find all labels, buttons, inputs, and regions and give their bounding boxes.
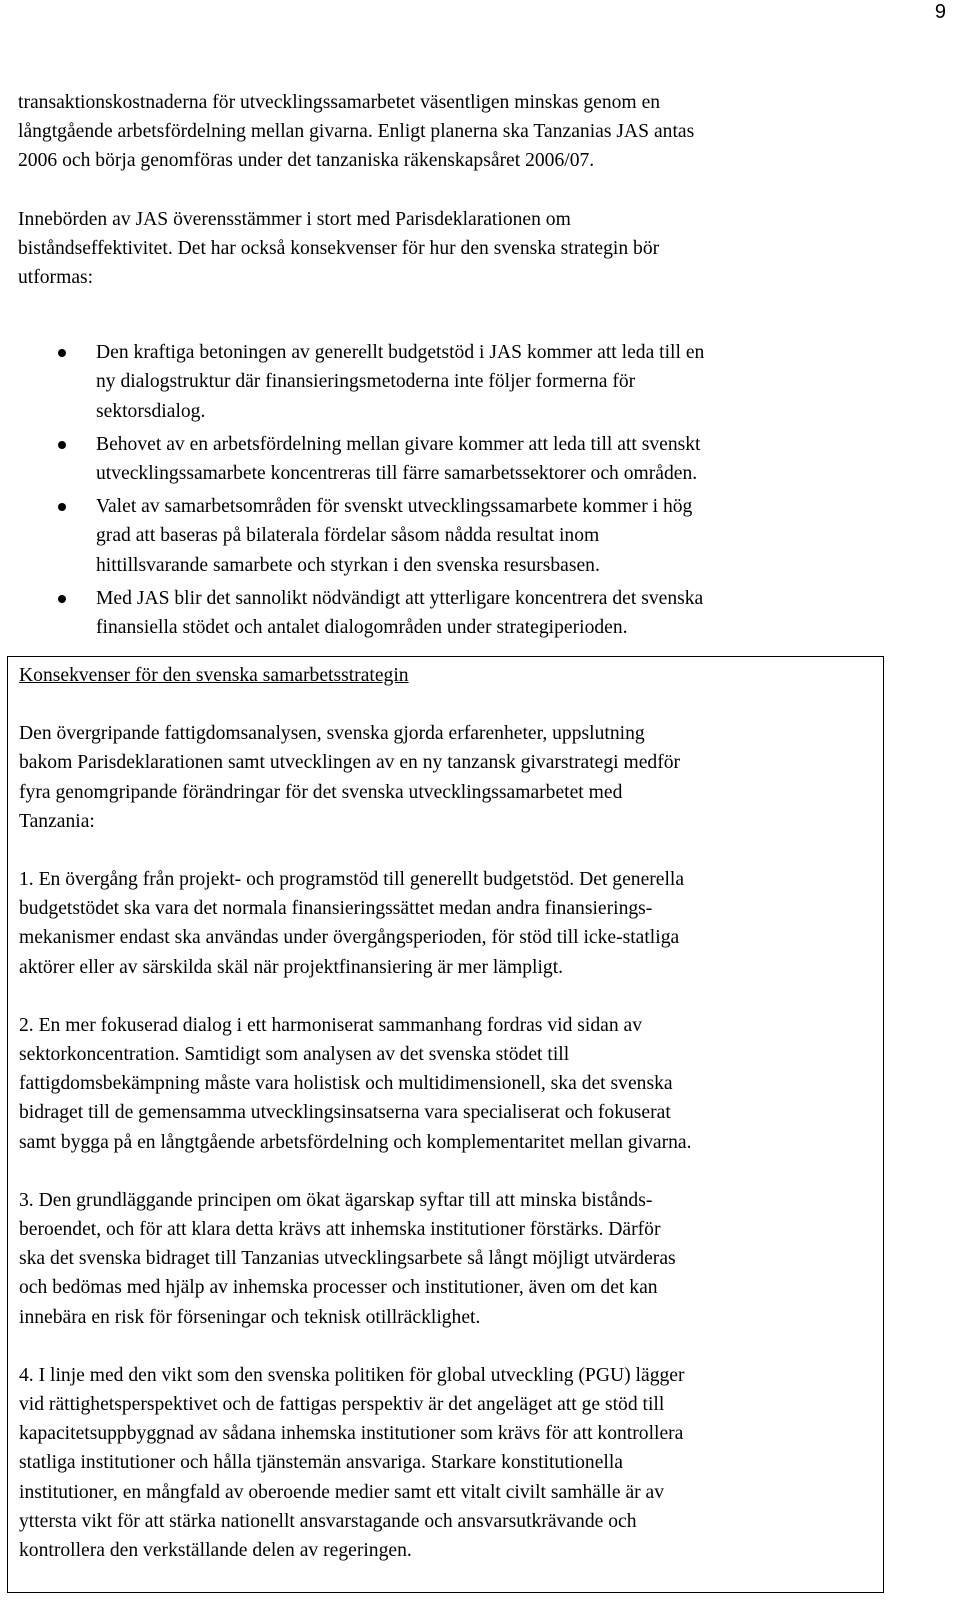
text-line: bidraget till de gemensamma utvecklingsinsatserna vara specialiserat och fokuserat — [19, 1102, 671, 1124]
text-line: 2. En mer fokuserad dialog i ett harmoniserat sammanhang fordras vid sidan av — [19, 1014, 643, 1036]
text-line: 4. I linje med den vikt som den svenska politiken för global utveckling (PGU) lägger — [19, 1364, 685, 1386]
text-line: samt bygga på en långtgående arbetsfördelning och komplementaritet mellan givarna. — [19, 1131, 692, 1153]
paragraph-1 — [18, 88, 898, 176]
text-line: yttersta vikt för att stärka nationellt ansvarstagande och ansvarsutkrävande och — [19, 1510, 637, 1532]
text-line: hittillsvarande samarbete och styrkan i den svenska resursbasen. — [96, 554, 600, 576]
bullet-icon — [58, 349, 66, 357]
text-line: Den övergripande fattigdomsanalysen, svenska gjorda erfarenheter, uppslutning — [19, 723, 645, 745]
bullet-icon — [58, 595, 66, 603]
paragraph-2 — [18, 205, 898, 293]
text-line: ny dialogstruktur där finansieringsmetoderna inte följer formerna för — [96, 371, 636, 393]
text-line: aktörer eller av särskilda skäl när projektfinansiering är mer lämpligt. — [19, 956, 564, 978]
bullet-item — [18, 492, 898, 580]
bullet-icon — [58, 503, 66, 511]
text-line: innebära en risk för förseningar och teknisk otillräcklighet. — [19, 1306, 481, 1328]
text-line: 1. En övergång från projekt- och programstöd till generellt budgetstöd. Det generella — [19, 869, 685, 891]
text-line: transaktionskostnaderna för utvecklingssamarbetet väsentligen minskas genom en — [18, 92, 661, 113]
text-line: utvecklingssamarbete koncentreras till färre samarbetssektorer och områden. — [96, 463, 698, 485]
text-line: 2006 och börja genomföras under det tanzaniska räkenskapsåret 2006/07. — [18, 150, 595, 172]
box-point-1 — [19, 865, 879, 982]
text-line: utformas: — [18, 267, 94, 289]
box-title: Konsekvenser för den svenska samarbetsstrategin — [19, 665, 409, 686]
text-line: Innebörden av JAS överensstämmer i stort med Parisdeklarationen om — [18, 208, 571, 230]
text-line: ska det svenska bidraget till Tanzanias utvecklingsarbete så långt möjligt utvärderas — [19, 1248, 676, 1270]
text-line: budgetstödet ska vara det normala finansieringssättet medan andra finansierings- — [19, 898, 653, 920]
text-line: statliga institutioner och hålla tjänstemän ansvariga. Starkare konstitutionella — [19, 1452, 623, 1474]
box-point-2 — [19, 1011, 879, 1157]
bullet-item — [18, 338, 898, 426]
text-line: fattigdomsbekämpning måste vara holistisk och multidimensionell, ska det svenska — [19, 1073, 673, 1095]
bullet-item — [18, 584, 898, 642]
text-line: kapacitetsuppbyggnad av sådana inhemska institutioner som krävs för att kontrollera — [19, 1423, 684, 1445]
bullet-item — [18, 430, 898, 488]
text-line: Tanzania: — [19, 810, 95, 832]
bullet-list — [18, 338, 898, 642]
text-line: biståndseffektivitet. Det har också konsekvenser för hur den svenska strategin bör — [18, 237, 660, 259]
bullet-icon — [58, 441, 66, 449]
page-number: 9 — [934, 1, 946, 23]
text-line: bakom Parisdeklarationen samt utvecklingen av en ny tanzansk givarstrategi medför — [19, 752, 681, 774]
text-line: och bedömas med hjälp av inhemska processer och institutioner, även om det kan — [19, 1277, 658, 1299]
text-line: sektorsdialog. — [96, 400, 206, 422]
text-line: fyra genomgripande förändringar för det svenska utvecklingssamarbetet med — [19, 781, 623, 803]
body-text — [18, 88, 898, 646]
text-line: beroendet, och för att klara detta krävs att inhemska institutioner förstärks. Därför — [19, 1219, 661, 1241]
box-point-3 — [19, 1186, 879, 1332]
text-line: grad att baseras på bilaterala fördelar såsom nådda resultat inom — [96, 525, 600, 547]
box-intro — [19, 719, 879, 836]
text-line: 3. Den grundläggande principen om ökat ägarskap syftar till att minska bistånds- — [19, 1189, 653, 1211]
text-line: Med JAS blir det sannolikt nödvändigt att ytterligare koncentrera det svenska — [96, 587, 704, 609]
text-line: vid rättighetsperspektivet och de fattigas perspektiv är det angeläget att ge stöd till — [19, 1394, 665, 1416]
box-point-4 — [19, 1361, 879, 1565]
text-line: kontrollera den verkställande delen av regeringen. — [19, 1540, 412, 1562]
text-line: mekanismer endast ska användas under övergångsperioden, för stöd till icke-statliga — [19, 927, 680, 949]
text-line: Den kraftiga betoningen av generellt budgetstöd i JAS kommer att leda till en — [96, 342, 705, 364]
text-line: finansiella stödet och antalet dialogområden under strategiperioden. — [96, 617, 628, 639]
text-line: institutioner, en mångfald av oberoende medier samt ett vitalt civilt samhälle är av — [19, 1481, 665, 1503]
text-line: sektorkoncentration. Samtidigt som analysen av det svenska stödet till — [19, 1044, 570, 1066]
text-line: Behovet av en arbetsfördelning mellan givare kommer att leda till att svenskt — [96, 433, 701, 455]
text-line: långtgående arbetsfördelning mellan givarna. Enligt planerna ska Tanzanias JAS antas — [18, 121, 695, 143]
text-line: Valet av samarbetsområden för svenskt utvecklingssamarbete kommer i hög — [96, 496, 693, 518]
summary-box — [7, 656, 884, 1593]
summary-box-content — [19, 661, 879, 1565]
